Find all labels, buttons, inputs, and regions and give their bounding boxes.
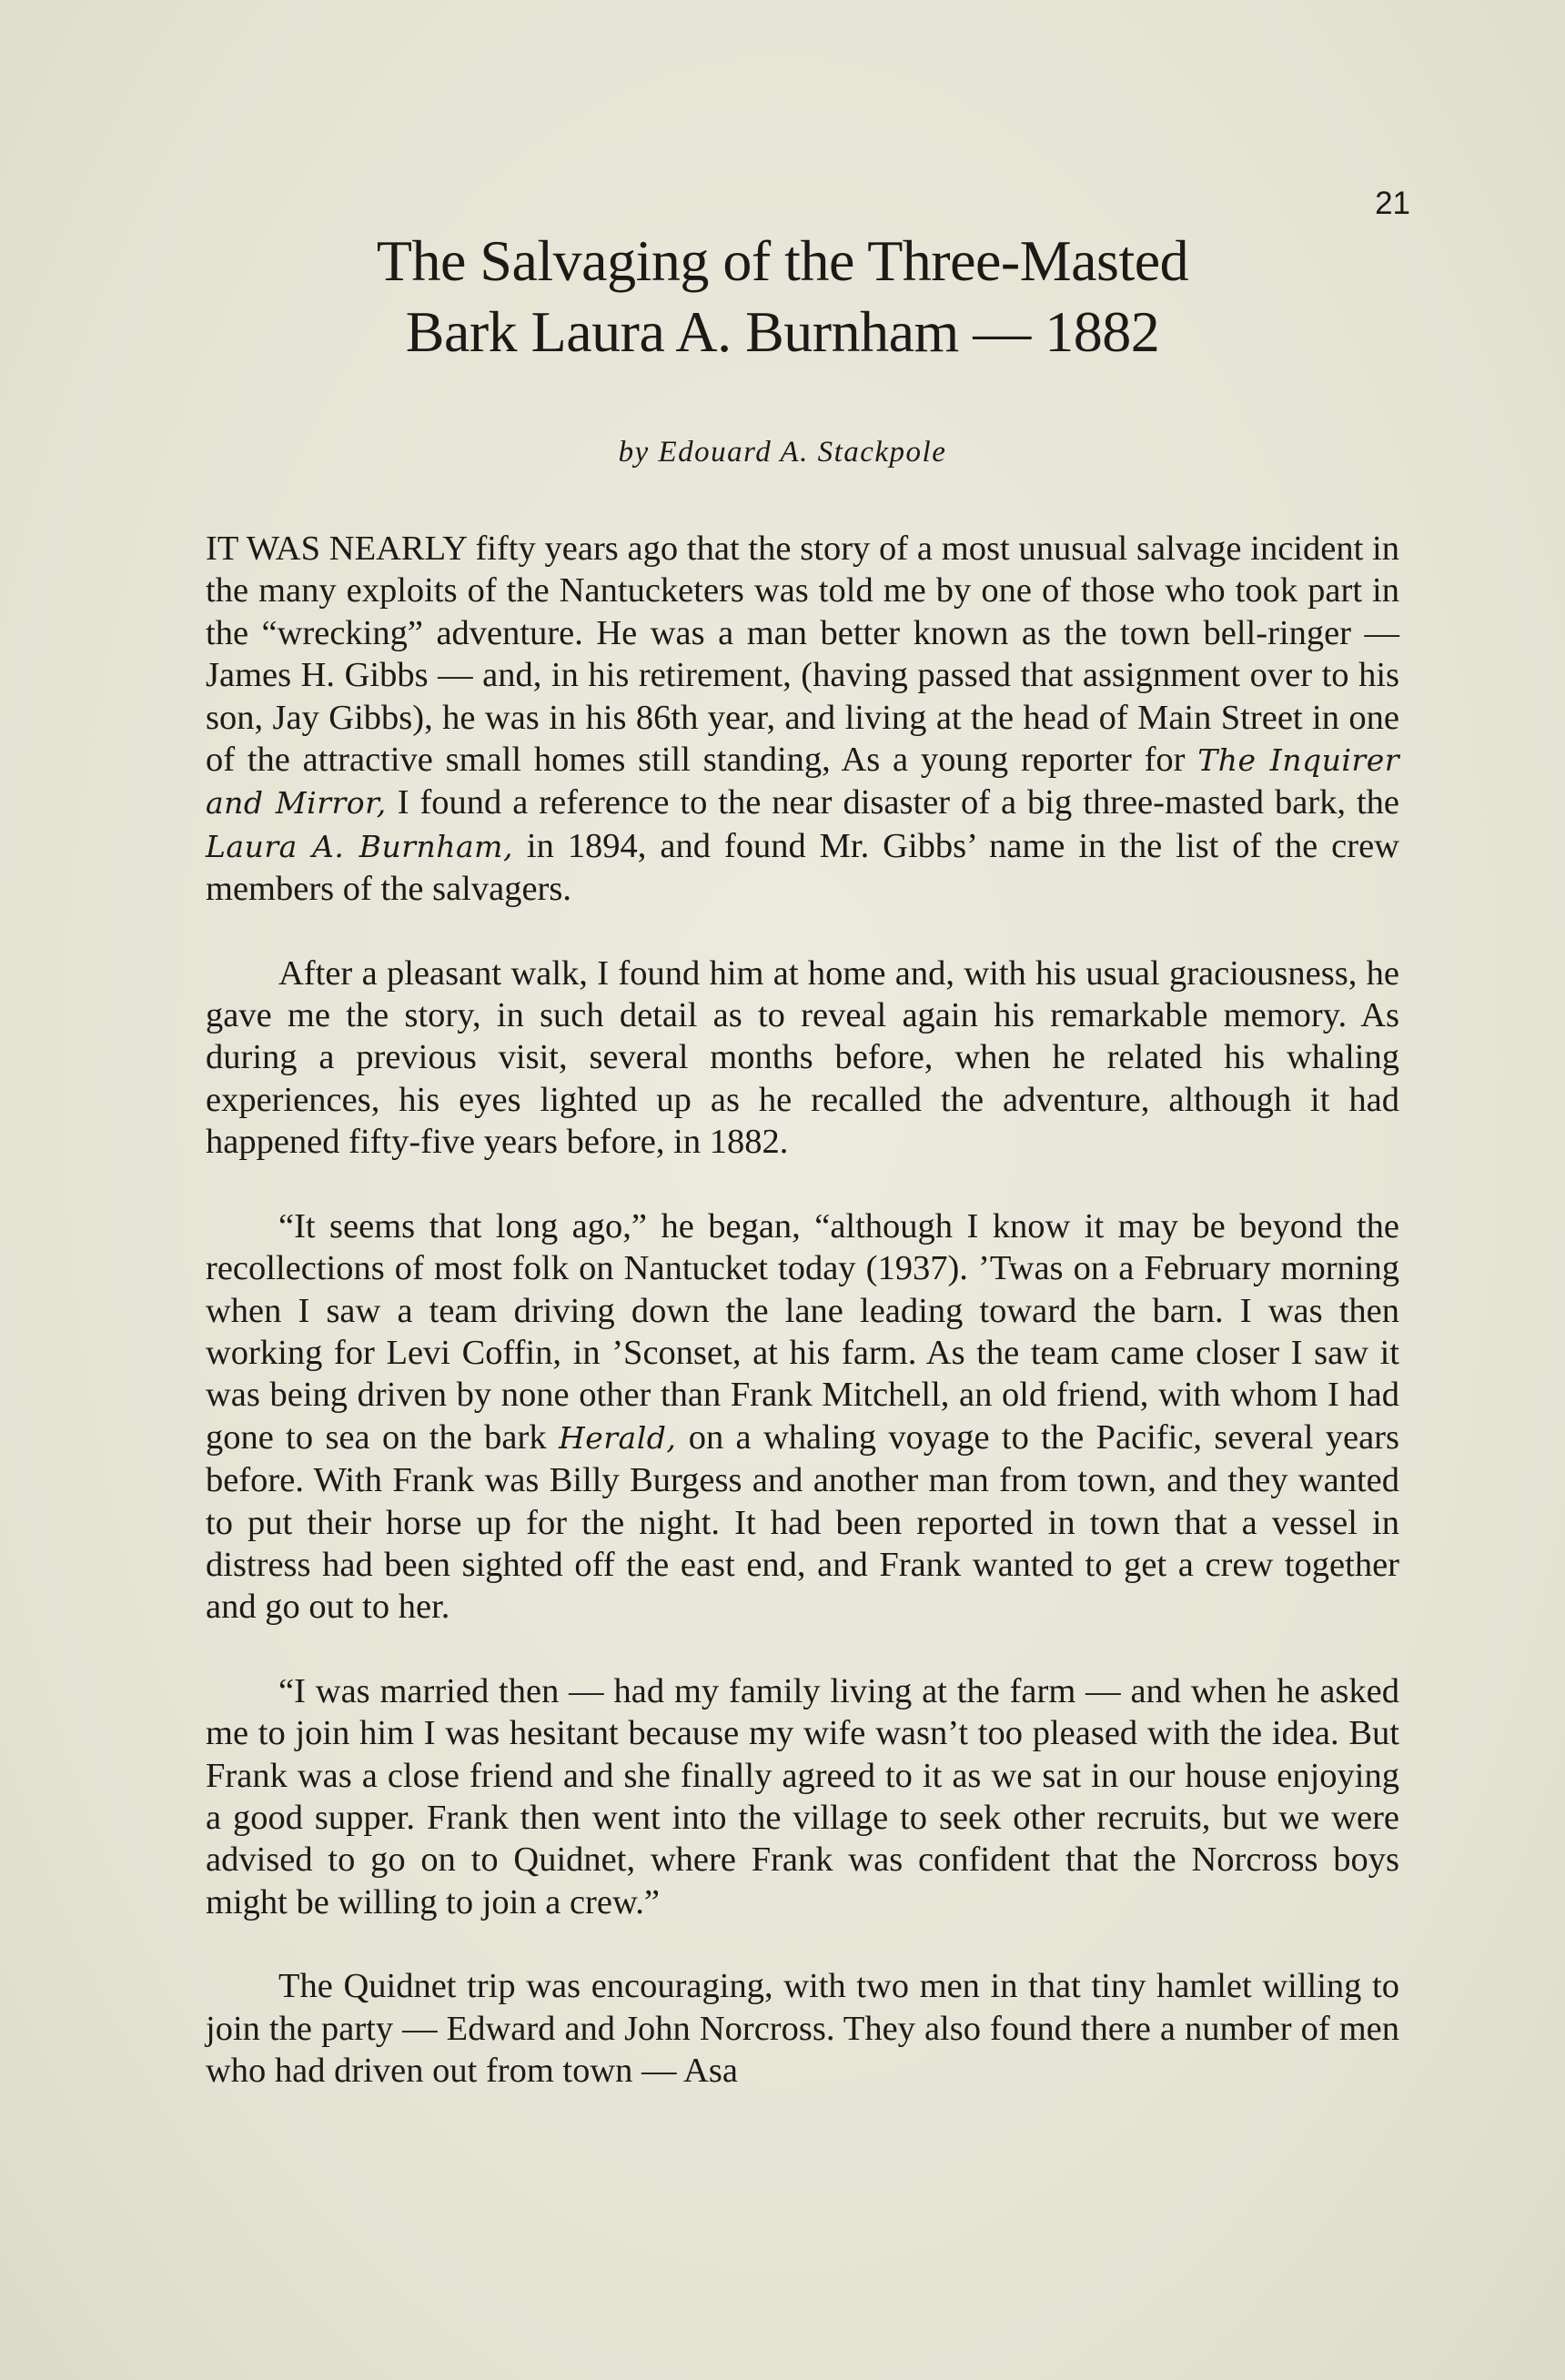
article-title: [182, 226, 1383, 368]
ship-name-herald: Herald,: [558, 1419, 677, 1456]
paragraph-3-text-b: on a whaling voyage to the Pacific, several years before. With Frank was Billy Burgess and another man from town, and they wanted to put their horse up for the night. It had been reported in town that a vessel in distress had been sighted off the east end, and Frank wanted to get a crew together and go out to her.: [206, 1417, 1399, 1627]
paragraph-1-text-c: in 1894, and found Mr. Gibbs’ name in the list of the crew members of the salvagers.: [206, 826, 1399, 909]
page-number: 21: [1375, 186, 1410, 221]
paragraph-3-text-a: “It seems that long ago,” he began, “although I know it may be beyond the recollections of most folk on Nantucket today (1937). ’Twas on a February morning when I saw a team driving down the lane leading toward the barn. I was then working for Levi Coffin, in ’Sconset, at his farm. As the team came closer I saw it was being driven by none other than Frank Mitchell, an old friend, with whom I had gone to sea on the bark: [206, 1206, 1399, 1457]
author-byline: by Edouard A. Stackpole: [618, 436, 947, 469]
article-body: [206, 528, 1399, 2092]
article-title-line-2: Bark Laura A. Burnham — 1882: [405, 299, 1160, 364]
article-title-line-1: The Salvaging of the Three-Masted: [376, 228, 1189, 293]
paragraph-5: The Quidnet trip was encouraging, with two men in that tiny hamlet willing to join the party — Edward and John Norcross. They also found there a number of men who had driven out from town — Asa: [206, 1967, 1399, 2090]
newspaper-title: The Inquirer and Mirror,: [206, 742, 1400, 822]
paragraph-1-text-b: I found a reference to the near disaster of a big three-masted bark, the: [386, 783, 1399, 822]
paragraph-1-text-a: IT WAS NEARLY fifty years ago that the story of a most unusual salvage incident in the many exploits of the Nantucketers was told me by one of those who took part in the “wrecking” adventure. He was a man better known as the town bell-ringer — James H. Gibbs — and, in his retirement, (having passed that assignment over to his son, Jay Gibbs), he was in his 86th year, and living at the head of Main Street in one of the attractive small homes still standing, As a young reporter for: [206, 529, 1399, 780]
ship-name-laura-burnham: Laura A. Burnham,: [206, 828, 513, 864]
paragraph-1: [206, 528, 1399, 911]
paragraph-4: “I was married then — had my family living at the farm — and when he asked me to join him I was hesitant because my wife wasn’t too pleased with the idea. But Frank was a close friend and she finally agreed to it as we sat in our house enjoying a good supper. Frank then went into the village to seek other recruits, but we were advised to go on to Quidnet, where Frank was confident that the Norcross boys might be willing to join a crew.”: [206, 1671, 1399, 1921]
paragraph-2: After a pleasant walk, I found him at home and, with his usual graciousness, he gave me the story, in such detail as to reveal again his remarkable memory. As during a previous visit, several months before, when he related his whaling experiences, his eyes lighted up as he recalled the adventure, although it had happened fifty-five years before, in 1882.: [206, 953, 1399, 1162]
paragraph-3: [206, 1205, 1399, 1629]
